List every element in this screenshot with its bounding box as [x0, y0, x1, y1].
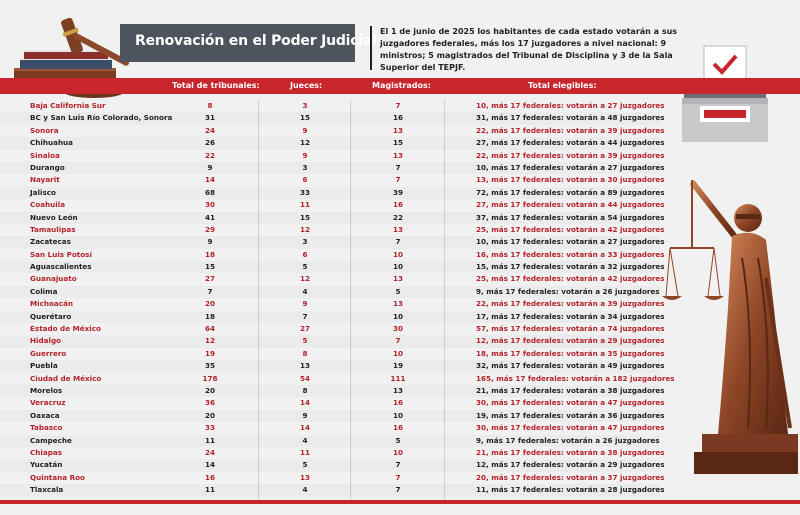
magistrados-value: 16	[392, 200, 403, 210]
table-row	[0, 125, 665, 137]
table-row	[0, 484, 665, 496]
jueces-value: 54	[299, 373, 310, 383]
state-name: Nayarit	[30, 175, 60, 185]
table-row	[0, 273, 665, 285]
tribunales-value: 20	[204, 410, 215, 420]
magistrados-value: 10	[392, 311, 403, 321]
table-row	[0, 385, 665, 397]
tribunales-value: 18	[204, 311, 215, 321]
total-elegibles-value: 9, más 17 federales: votarán a 26 juzgadores	[476, 435, 660, 445]
table-row	[0, 137, 665, 149]
table-row	[0, 373, 675, 385]
state-name: Chihuahua	[30, 138, 74, 148]
state-name: Aguascalientes	[30, 262, 92, 272]
jueces-value: 12	[299, 274, 310, 284]
state-name: Querétaro	[30, 311, 72, 321]
jueces-value: 27	[299, 324, 310, 334]
tribunales-value: 14	[204, 460, 215, 470]
jueces-value: 8	[302, 385, 308, 395]
table-row	[0, 199, 665, 211]
tribunales-value: 20	[204, 299, 215, 309]
jueces-value: 8	[302, 348, 308, 358]
table-row	[0, 323, 665, 335]
page-title: Renovación en el Poder Judicial	[135, 33, 377, 49]
total-elegibles-value: 11, más 17 federales: votarán a 28 juzgadores	[476, 485, 665, 495]
magistrados-value: 30	[392, 324, 403, 334]
jueces-value: 6	[302, 249, 308, 259]
tribunales-value: 26	[204, 138, 215, 148]
state-name: Tabasco	[30, 423, 63, 433]
tribunales-value: 19	[204, 348, 215, 358]
state-name: Campeche	[30, 435, 72, 445]
state-name: Zacatecas	[30, 237, 71, 247]
state-name: Hidalgo	[30, 336, 62, 346]
table-row	[0, 162, 665, 174]
jueces-value: 9	[302, 410, 308, 420]
tribunales-value: 9	[207, 162, 213, 172]
col-total-tribunales: Total de tribunales:	[172, 81, 260, 90]
state-name: Quintana Roo	[30, 472, 85, 482]
state-name: Ciudad de México	[30, 373, 102, 383]
ballot-box-icon	[674, 44, 776, 144]
jueces-value: 12	[299, 224, 310, 234]
state-name: Nuevo León	[30, 212, 78, 222]
table-row	[0, 261, 665, 273]
jueces-value: 33	[299, 187, 310, 197]
total-elegibles-value: 18, más 17 federales: votarán a 35 juzgadores	[476, 348, 665, 358]
magistrados-value: 39	[392, 187, 403, 197]
col-jueces: Jueces:	[290, 81, 323, 90]
state-name: Michoacán	[30, 299, 74, 309]
total-elegibles-value: 15, más 17 federales: votarán a 32 juzgadores	[476, 262, 665, 272]
state-name: Morelos	[30, 385, 63, 395]
col-total-elegibles: Total elegibles:	[528, 81, 597, 90]
state-name: San Luis Potosí	[30, 249, 92, 259]
state-name: BC y San Luis Río Colorado, Sonora	[30, 113, 173, 123]
jueces-value: 4	[302, 286, 308, 296]
table-row	[0, 112, 665, 124]
magistrados-value: 15	[392, 138, 403, 148]
magistrados-value: 111	[390, 373, 406, 383]
table-row	[0, 422, 665, 434]
magistrados-value: 16	[392, 398, 403, 408]
jueces-value: 12	[299, 138, 310, 148]
state-name: Veracruz	[30, 398, 66, 408]
total-elegibles-value: 32, más 17 federales: votarán a 49 juzgadores	[476, 361, 665, 371]
jueces-value: 14	[299, 398, 310, 408]
tribunales-value: 16	[204, 472, 215, 482]
magistrados-value: 22	[392, 212, 403, 222]
total-elegibles-value: 13, más 17 federales: votarán a 30 juzgadores	[476, 175, 665, 185]
total-elegibles-value: 72, más 17 federales: votarán a 89 juzgadores	[476, 187, 665, 197]
jueces-value: 5	[302, 262, 308, 272]
tribunales-value: 15	[204, 262, 215, 272]
total-elegibles-value: 21, más 17 federales: votarán a 38 juzgadores	[476, 385, 665, 395]
tribunales-value: 18	[204, 249, 215, 259]
magistrados-value: 13	[392, 385, 403, 395]
magistrados-value: 7	[395, 175, 401, 185]
table-row	[0, 410, 665, 422]
jueces-value: 7	[302, 311, 308, 321]
jueces-value: 3	[302, 237, 308, 247]
justice-statue-icon	[662, 178, 798, 478]
state-name: Chiapas	[30, 447, 62, 457]
total-elegibles-value: 19, más 17 federales: votarán a 36 juzgadores	[476, 410, 665, 420]
total-elegibles-value: 20, más 17 federales: votarán a 37 juzgadores	[476, 472, 665, 482]
state-name: Tlaxcala	[30, 485, 64, 495]
total-elegibles-value: 30, más 17 federales: votarán a 47 juzgadores	[476, 398, 665, 408]
jueces-value: 6	[302, 175, 308, 185]
jueces-value: 5	[302, 460, 308, 470]
total-elegibles-value: 165, más 17 federales: votarán a 182 juzgadores	[476, 373, 675, 383]
state-name: Jalisco	[30, 187, 56, 197]
magistrados-value: 13	[392, 125, 403, 135]
jueces-value: 15	[299, 212, 310, 222]
table-header	[0, 78, 800, 94]
total-elegibles-value: 57, más 17 federales: votarán a 74 juzgadores	[476, 324, 665, 334]
magistrados-value: 7	[395, 472, 401, 482]
tribunales-value: 12	[204, 336, 215, 346]
intro-text: El 1 de junio de 2025 los habitantes de cada estado votarán a sus juzgadores federales, más los 17 juzgadores a nivel nacional: 9 ministros; 5 magistrados del Tribunal de Disciplina y 3 de la Sala Superior del TEPJF.	[370, 26, 710, 70]
total-elegibles-value: 22, más 17 federales: votarán a 39 juzgadores	[476, 150, 665, 160]
table-row	[0, 212, 665, 224]
total-elegibles-value: 27, más 17 federales: votarán a 44 juzgadores	[476, 138, 665, 148]
table-row	[0, 150, 665, 162]
tribunales-value: 68	[204, 187, 215, 197]
total-elegibles-value: 22, más 17 federales: votarán a 39 juzgadores	[476, 299, 665, 309]
state-name: Coahuila	[30, 200, 66, 210]
state-name: Yucatán	[30, 460, 63, 470]
jueces-value: 3	[302, 101, 308, 110]
total-elegibles-value: 12, más 17 federales: votarán a 29 juzgadores	[476, 336, 665, 346]
jueces-value: 11	[299, 200, 310, 210]
state-name: Tamaulipas	[30, 224, 76, 234]
table-row	[0, 459, 665, 471]
state-name: Sonora	[30, 125, 59, 135]
magistrados-value: 19	[392, 361, 403, 371]
tribunales-value: 8	[207, 101, 213, 110]
table-row	[0, 435, 660, 447]
table-row	[0, 397, 665, 409]
jueces-value: 15	[299, 113, 310, 123]
state-name: Guanajuato	[30, 274, 77, 284]
jueces-value: 13	[299, 472, 310, 482]
total-elegibles-value: 30, más 17 federales: votarán a 47 juzgadores	[476, 423, 665, 433]
state-name: Durango	[30, 162, 65, 172]
table-row	[0, 100, 665, 112]
tribunales-value: 178	[202, 373, 218, 383]
jueces-value: 9	[302, 299, 308, 309]
tribunales-value: 24	[204, 447, 215, 457]
table-row	[0, 187, 665, 199]
magistrados-value: 7	[395, 485, 401, 495]
jueces-value: 4	[302, 485, 308, 495]
table-row	[0, 335, 665, 347]
magistrados-value: 7	[395, 162, 401, 172]
magistrados-value: 10	[392, 348, 403, 358]
magistrados-value: 13	[392, 150, 403, 160]
table-row	[0, 174, 665, 186]
tribunales-value: 29	[204, 224, 215, 234]
table-row	[0, 298, 665, 310]
state-name: Estado de México	[30, 324, 101, 334]
jueces-value: 4	[302, 435, 308, 445]
magistrados-value: 7	[395, 237, 401, 247]
tribunales-value: 7	[207, 286, 213, 296]
total-elegibles-value: 17, más 17 federales: votarán a 34 juzgadores	[476, 311, 665, 321]
tribunales-value: 35	[204, 361, 215, 371]
table-row	[0, 236, 665, 248]
table-row	[0, 348, 665, 360]
total-elegibles-value: 10, más 17 federales: votarán a 27 juzgadores	[476, 162, 665, 172]
jueces-value: 13	[299, 361, 310, 371]
magistrados-value: 7	[395, 101, 401, 110]
table-row	[0, 360, 665, 372]
state-name: Oaxaca	[30, 410, 60, 420]
magistrados-value: 7	[395, 336, 401, 346]
magistrados-value: 10	[392, 262, 403, 272]
table-row	[0, 311, 665, 323]
total-elegibles-value: 22, más 17 federales: votarán a 39 juzgadores	[476, 125, 665, 135]
state-name: Baja California Sur	[30, 101, 106, 110]
table-row	[0, 447, 665, 459]
col-magistrados: Magistrados:	[372, 81, 431, 90]
total-elegibles-value: 27, más 17 federales: votarán a 44 juzgadores	[476, 200, 665, 210]
total-elegibles-value: 25, más 17 federales: votarán a 42 juzgadores	[476, 274, 665, 284]
magistrados-value: 5	[395, 286, 401, 296]
magistrados-value: 13	[392, 299, 403, 309]
state-name: Puebla	[30, 361, 58, 371]
jueces-value: 11	[299, 447, 310, 457]
total-elegibles-value: 12, más 17 federales: votarán a 29 juzgadores	[476, 460, 665, 470]
table-row	[0, 249, 665, 261]
table-row	[0, 472, 665, 484]
table-body	[0, 100, 675, 497]
jueces-value: 9	[302, 150, 308, 160]
tribunales-value: 24	[204, 125, 215, 135]
total-elegibles-value: 10, más 17 federales: votarán a 27 juzgadores	[476, 237, 665, 247]
tribunales-value: 14	[204, 175, 215, 185]
state-name: Sinaloa	[30, 150, 60, 160]
magistrados-value: 5	[395, 435, 401, 445]
tribunales-value: 33	[204, 423, 215, 433]
total-elegibles-value: 21, más 17 federales: votarán a 38 juzgadores	[476, 447, 665, 457]
jueces-value: 9	[302, 125, 308, 135]
magistrados-value: 13	[392, 274, 403, 284]
state-name: Colima	[30, 286, 58, 296]
tribunales-value: 36	[204, 398, 215, 408]
tribunales-value: 64	[204, 324, 215, 334]
jueces-value: 5	[302, 336, 308, 346]
magistrados-value: 10	[392, 410, 403, 420]
state-name: Guerrero	[30, 348, 67, 358]
tribunales-value: 22	[204, 150, 215, 160]
tribunales-value: 11	[204, 435, 215, 445]
magistrados-value: 10	[392, 447, 403, 457]
total-elegibles-value: 9, más 17 federales: votarán a 26 juzgadores	[476, 286, 660, 296]
tribunales-value: 20	[204, 385, 215, 395]
tribunales-value: 31	[204, 113, 215, 123]
tribunales-value: 30	[204, 200, 215, 210]
jueces-value: 3	[302, 162, 308, 172]
jueces-value: 14	[299, 423, 310, 433]
magistrados-value: 10	[392, 249, 403, 259]
total-elegibles-value: 37, más 17 federales: votarán a 54 juzgadores	[476, 212, 665, 222]
table-row	[0, 224, 665, 236]
total-elegibles-value: 31, más 17 federales: votarán a 48 juzgadores	[476, 113, 665, 123]
magistrados-value: 16	[392, 113, 403, 123]
tribunales-value: 27	[204, 274, 215, 284]
tribunales-value: 41	[204, 212, 215, 222]
total-elegibles-value: 25, más 17 federales: votarán a 42 juzgadores	[476, 224, 665, 234]
total-elegibles-value: 16, más 17 federales: votarán a 33 juzgadores	[476, 249, 665, 259]
bottom-bar	[0, 500, 800, 504]
magistrados-value: 16	[392, 423, 403, 433]
total-elegibles-value: 10, más 17 federales: votarán a 27 juzgadores	[476, 101, 665, 110]
tribunales-value: 9	[207, 237, 213, 247]
magistrados-value: 13	[392, 224, 403, 234]
magistrados-value: 7	[395, 460, 401, 470]
tribunales-value: 11	[204, 485, 215, 495]
table-row	[0, 286, 660, 298]
